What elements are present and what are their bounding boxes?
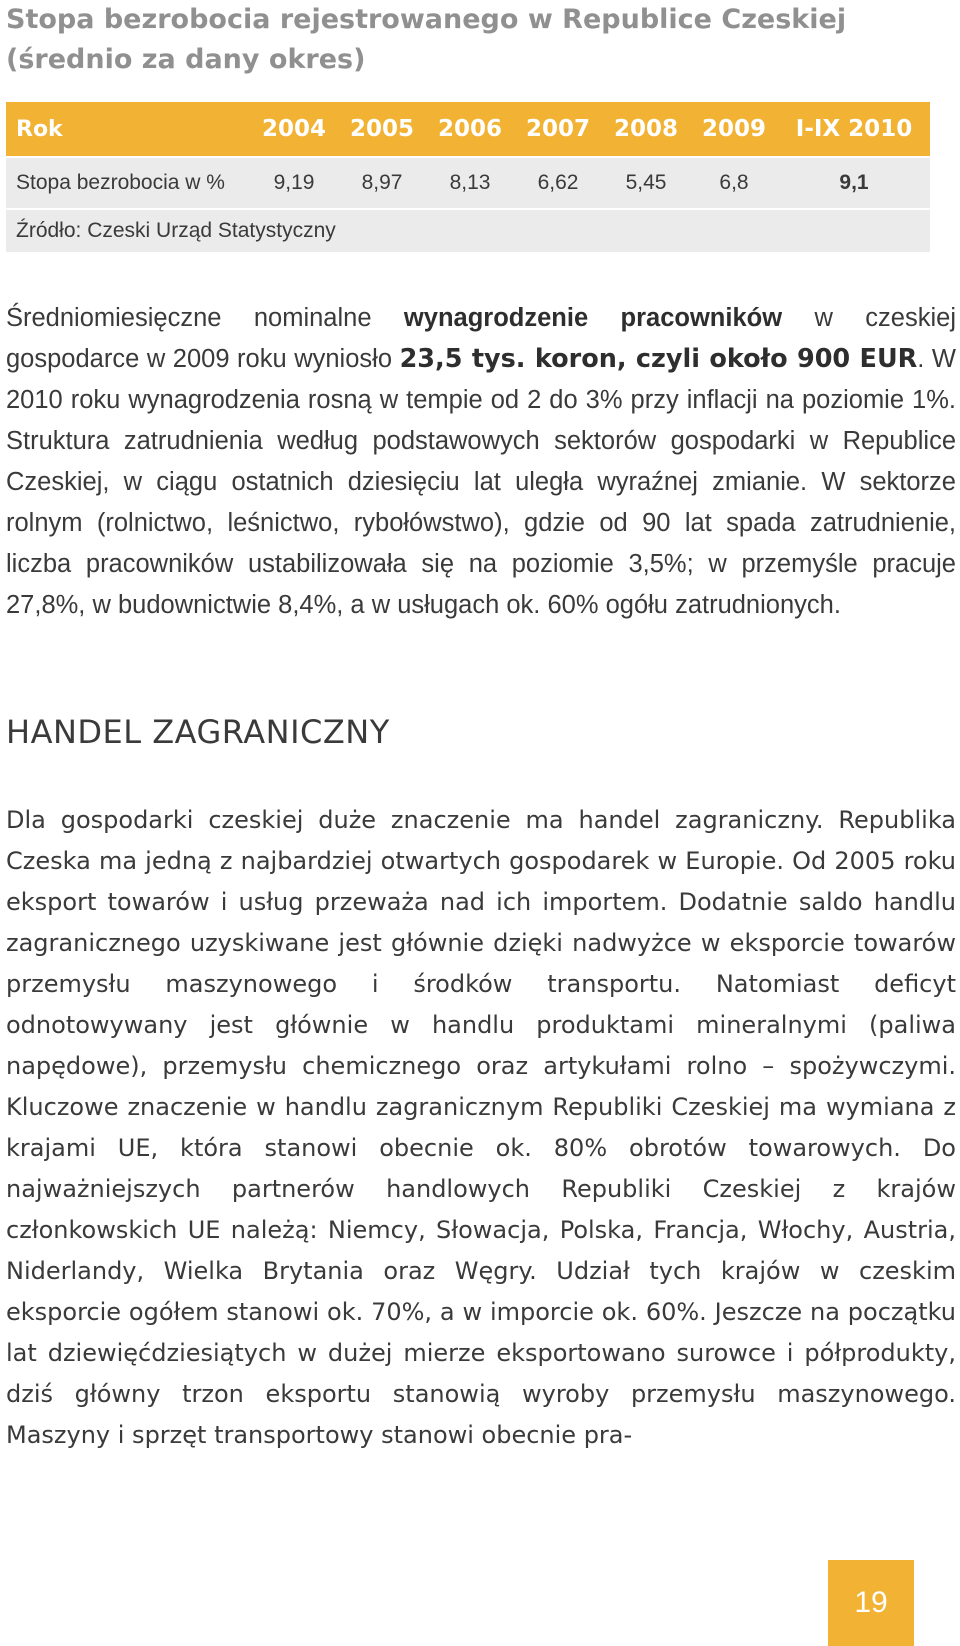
header-cell-2006: 2006 bbox=[426, 102, 514, 157]
wages-text-1: Średniomiesięczne nominalne bbox=[6, 304, 404, 332]
header-cell-2007: 2007 bbox=[514, 102, 602, 157]
wages-text-3: . W 2010 roku wynagrodzenia rosną w tempie od 2 do 3% przy inflacji na poziomie 1%. Struktura zatrudnienia według podstawowych sektorów gospodarki w Republice Czeskiej, w ciągu ostatnich dziesięciu lat uległa wyraźnej zmianie. W sektorze rolnym (rolnictwo, leśnictwo, rybołówstwo), gdzie od 90 lat spada zatrudnienie, liczba pracowników ustabilizowała się na poziomie 3,5%; w przemyśle pracuje 27,8%, w budownictwie 8,4%, a w usługach ok. 60% ogółu zatrudnionych. bbox=[6, 345, 956, 619]
wages-bold-2: 23,5 tys. koron, czyli około 900 EUR bbox=[399, 344, 918, 374]
value-2005: 8,97 bbox=[338, 157, 426, 209]
table-row bbox=[6, 157, 930, 209]
header-cell-2008: 2008 bbox=[602, 102, 690, 157]
header-cell-year: Rok bbox=[6, 102, 250, 157]
header-cell-2009: 2009 bbox=[690, 102, 778, 157]
unemployment-table bbox=[6, 102, 930, 252]
header-cell-2004: 2004 bbox=[250, 102, 338, 157]
foreign-trade-paragraph: Dla gospodarki czeskiej duże znaczenie ma handel zagraniczny. Republika Czeska ma jedną z najbardziej otwartych gospodarek w Europie. Od 2005 roku eksport towarów i usług przeważa nad ich importem. Dodatnie saldo handlu zagranicznego uzyskiwane jest głównie dzięki nadwyżce w eksporcie towarów przemysłu maszynowego i środków transportu. Natomiast deficyt odnotowywany jest głównie w handlu produktami mineralnymi (paliwa napędowe), przemysłu chemicznego oraz artykułami rolno – spożywczymi. Kluczowe znaczenie w handlu zagranicznym Republiki Czeskiej ma wymiana z krajami UE, która stanowi obecnie ok. 80% obrotów towarowych. Do najważniejszych partnerów handlowych Republiki Czeskiej z krajów członkowskich UE należą: Niemcy, Słowacja, Polska, Francja, Włochy, Austria, Niderlandy, Wielka Brytania oraz Węgry. Udział tych krajów w czeskim eksporcie ogółem stanowi ok. 70%, a w imporcie ok. 60%. Jeszcze na początku lat dziewięćdziesiątych w dużej mierze eksportowano surowce i półprodukty, dziś główny trzon eksportu stanowią wyroby przemysłu maszynowego. Maszyny i sprzęt transportowy stanowi obecnie pra- bbox=[6, 806, 956, 1449]
header-cell-2010: I-IX 2010 bbox=[778, 102, 930, 157]
table-source: Źródło: Czeski Urząd Statystyczny bbox=[6, 209, 930, 252]
value-2004: 9,19 bbox=[250, 157, 338, 209]
header-cell-2005: 2005 bbox=[338, 102, 426, 157]
value-2006: 8,13 bbox=[426, 157, 514, 209]
row-label: Stopa bezrobocia w % bbox=[6, 157, 250, 209]
page-number: 19 bbox=[828, 1560, 914, 1646]
wages-bold-1: wynagrodzenie pracowników bbox=[403, 304, 783, 332]
value-2008: 5,45 bbox=[602, 157, 690, 209]
section-heading: HANDEL ZAGRANICZNY bbox=[6, 713, 390, 751]
table-header-row bbox=[6, 102, 930, 157]
table-title bbox=[6, 0, 906, 80]
table-title-line1: Stopa bezrobocia rejestrowanego w Republice Czeskiej bbox=[6, 4, 847, 35]
value-2009: 6,8 bbox=[690, 157, 778, 209]
table-source-row bbox=[6, 209, 930, 252]
wages-paragraph bbox=[6, 298, 956, 626]
value-2010: 9,1 bbox=[778, 157, 930, 209]
wages-text-2: w czeskiej gospodarce w 2009 roku wyniosło bbox=[6, 304, 956, 373]
value-2007: 6,62 bbox=[514, 157, 602, 209]
table-title-line2: (średnio za dany okres) bbox=[6, 44, 366, 75]
